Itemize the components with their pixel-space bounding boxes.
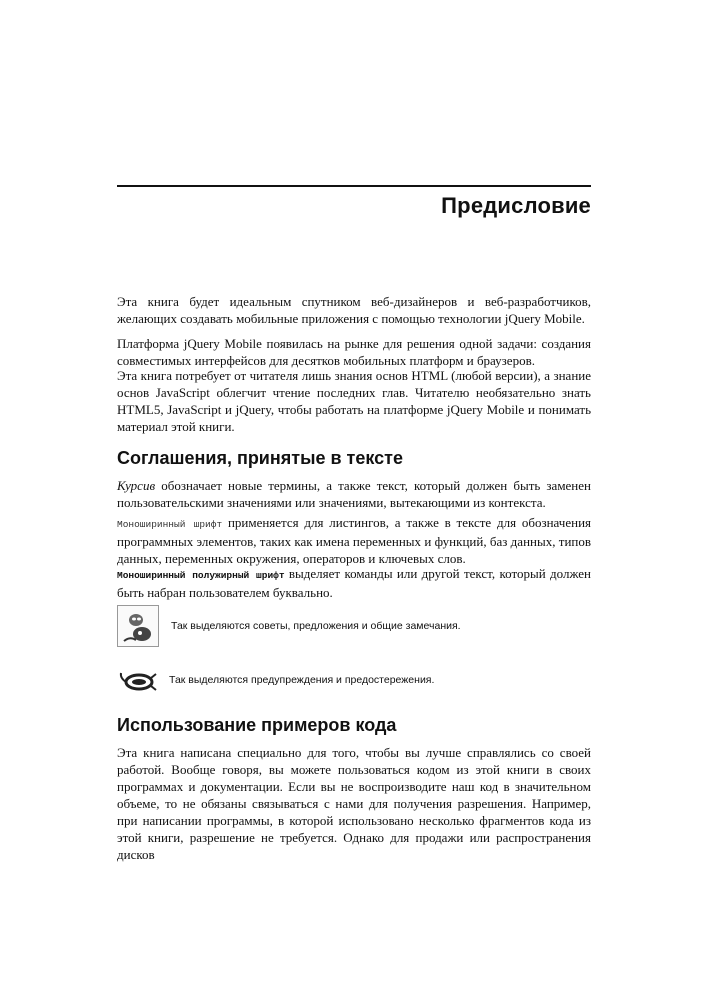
convention-mono-bold bbox=[117, 565, 591, 601]
convention-mono bbox=[117, 514, 591, 567]
raccoon-tip-icon bbox=[117, 605, 159, 647]
tip-note bbox=[117, 605, 461, 647]
conventions-heading: Соглашения, принятые в тексте bbox=[117, 448, 403, 468]
italic-desc: обозначает новые термины, а также текст, который должен быть заменен пользовательскими значениями или значениями, вытекающими из контекста. bbox=[117, 478, 591, 510]
mono-bold-term: Моноширинный полужирный шрифт bbox=[117, 570, 285, 581]
scorpion-warning-icon bbox=[117, 660, 157, 700]
mono-desc: применяется для листингов, а также в тексте для обозначения программных элементов, таких как имена переменных и функций, баз данных, типов данных, переменных окружения, операторов и ключевых слов. bbox=[117, 515, 591, 566]
code-usage-heading: Использование примеров кода bbox=[117, 715, 397, 735]
warning-note-text: Так выделяются предупреждения и предостережения. bbox=[169, 674, 435, 686]
convention-italic bbox=[117, 477, 591, 511]
code-usage-paragraph: Эта книга написана специально для того, чтобы вы лучше справлялись со своей работой. Вообще говоря, вы можете пользоваться кодом из этой книги в своих программах и документации. Если вы не воспроизводите наш код в значительном объеме, то не обязаны связываться с нами для получения разрешения. Например, при написании программы, в которой использовано несколько фрагментов кода из этой книги, разрешение не требуется. Однако для продажи или распространения дисков bbox=[117, 745, 591, 862]
warning-note bbox=[117, 660, 434, 700]
mono-bold-desc: выделяет команды или другой текст, который должен быть набран пользователем буквально. bbox=[117, 566, 591, 600]
mono-term: Моноширинный шрифт bbox=[117, 519, 223, 530]
intro-paragraph-2: Платформа jQuery Mobile появилась на рынке для решения одной задачи: создания совместимых интерфейсов для десятков мобильных платформ и браузеров. bbox=[117, 336, 591, 368]
intro-paragraph-3: Эта книга потребует от читателя лишь знания основ HTML (любой версии), а знание основ JavaScript облегчит чтение последних глав. Читателю необязательно знать HTML5, JavaScript и jQuery, чтобы работать на платформе jQuery Mobile и понимать материал этой книги. bbox=[117, 368, 591, 434]
italic-term: Курсив bbox=[117, 478, 156, 493]
intro-paragraph-1: Эта книга будет идеальным спутником веб-дизайнеров и веб-разработчиков, желающих создавать мобильные приложения с помощью технологии jQuery Mobile. bbox=[117, 294, 591, 326]
tip-note-text: Так выделяются советы, предложения и общие замечания. bbox=[171, 620, 461, 632]
chapter-rule bbox=[117, 185, 591, 187]
chapter-title: Предисловие bbox=[441, 193, 591, 218]
